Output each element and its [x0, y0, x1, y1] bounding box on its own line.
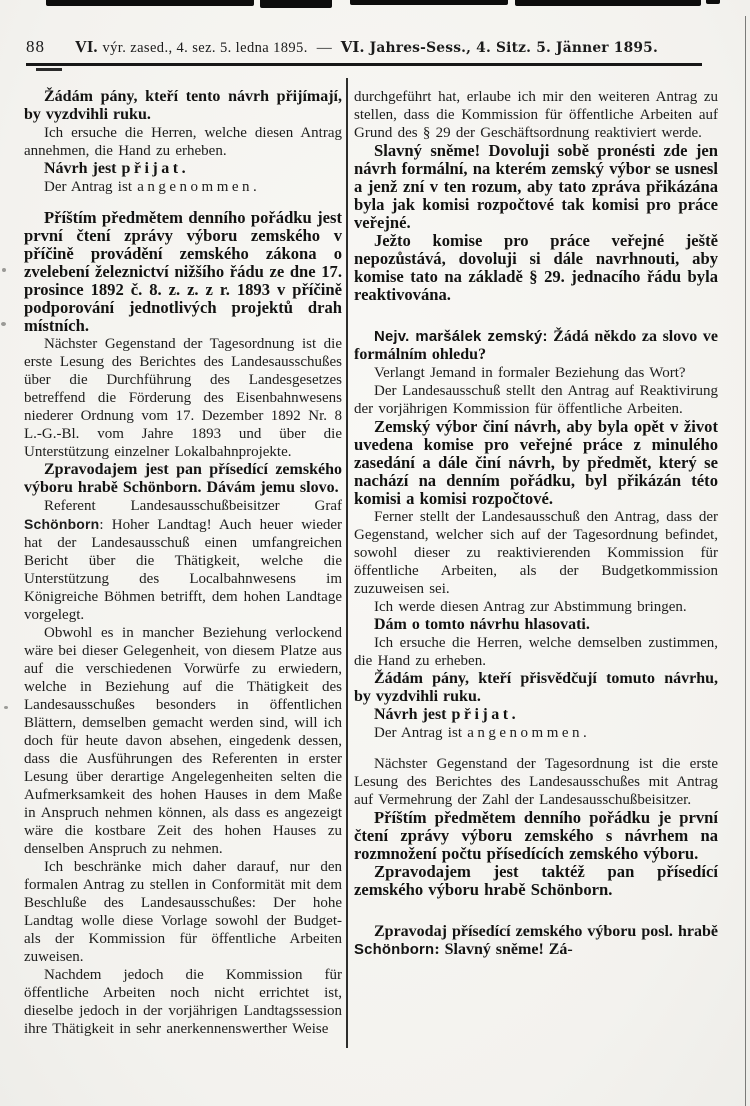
- emphasized-word: přijat: [451, 706, 512, 723]
- text-run: Verlangt Jemand in formaler Beziehung das Wort?: [374, 365, 686, 381]
- text-run: Ich ersuche die Herren, welche diesen Antrag annehmen, die Hand zu erheben.: [24, 125, 342, 159]
- text-run: Příštím předmětem denního pořádku je první čtení zprávy výboru zemského s návrhem na rozmnožení počtu přísedících zemského výboru.: [354, 808, 718, 863]
- text-run: Dám o tomto návrhu hlasovati.: [374, 616, 590, 633]
- person-name: Nejv. maršálek zemský:: [374, 329, 548, 345]
- text-run: Der Landesausschuß stellt den Antrag auf Reaktivirung der vorjährigen Kommission für öffentliche Arbeiten.: [354, 383, 718, 417]
- text-run: .: [253, 179, 257, 195]
- paragraph: [354, 88, 718, 142]
- paragraph: [354, 724, 718, 742]
- paragraph: [24, 124, 342, 160]
- text-run: Ferner stellt der Landesausschuß den Antrag, dass der Gegenstand, welcher sich auf der Tagesordnung befindet, sowohl dieser zu reaktivierenden Kommission für öffentliche Arbeiten, als der Budgetkommission zuzuweisen sei.: [354, 509, 718, 597]
- paragraph: [354, 232, 718, 304]
- text-run: : Hoher Landtag! Auch heuer wieder hat der Landesausschuß einen umfangreichen Bericht über die Thätigkeit, welche die Unterstützung des Localbahnwesens im Königreiche Böhmen betrifft, dem hohen Landtage vorgelegt.: [24, 517, 342, 623]
- text-run: Nachdem jedoch die Kommission für öffentliche Arbeiten noch nicht errichtet ist, dieselbe jedoch in der vorjährigen Landtagssession ihre Thätigkeit in sehr anerkennenswerther Weise: [24, 967, 342, 1037]
- paragraph: [24, 461, 342, 497]
- paragraph: [354, 328, 718, 364]
- column-left: [24, 88, 342, 1038]
- paragraph: [24, 858, 342, 966]
- text-run: Ježto komise pro práce veřejné ještě nepozůstává, dovoluji si dále navrhnouti, aby komise tato na základě § 29. jednacího řádu byla reaktivována.: [354, 231, 718, 304]
- scan-speck: [4, 706, 8, 709]
- text-run: Příštím předmětem denního pořádku jest první čtení zprávy výboru zemského v příčině provádění zemského zákona o zvelebení železnictví nižšího řádu ze dne 17. prosince 1892 č. 8. z. z. z r. 1893 v příčině podporování jednotlivých projektů drah místních.: [24, 208, 342, 335]
- text-run: Referent Landesausschußbeisitzer Graf: [44, 498, 342, 514]
- text-run: Obwohl es in mancher Beziehung verlockend wäre bei dieser Gelegenheit, von diesem Platze aus auf die verschiedenen Vorwürfe zu erwiedern, welche in Beziehung auf die Thätigkeit des Landesausschußes besonders in öffentlichen Blättern, demselben gemacht werden sind, will ich doch für heute davon absehen, eingedenk dessen, dass die Ausführungen des Referenten in erster Lesung über derartige Angelegenheiten selten die Aufmerksamkeit des hohen Hauses in dem Maße in Anspruch nehmen können, als dass es angezeigt wäre die kostbare Zeit des hohen Hauses zu denselben Anspruch zu nehmen.: [24, 625, 342, 857]
- text-run: Slavný sněme! Dovoluji sobě pronésti zde jen návrh formální, na kterém zemský výbor se usnesl a jenž zní v ten rozum, aby tato zpráva přikázána byla jak komisi rozpočtové tak komisi pro práce veřejné.: [354, 141, 718, 232]
- text-run: Zemský výbor činí návrh, aby byla opět v život uvedena komise pro veřejné práce z minulého zasedání a dále činí návrh, by předmět, který se nachází na denním pořádku, byl přikázán této komisi a komisi rozpočtové.: [354, 417, 718, 508]
- scan-speck: [2, 268, 6, 272]
- paragraph: [24, 497, 342, 624]
- header-volume-czech: VI.: [75, 37, 98, 56]
- text-run: Návrh jest: [374, 706, 452, 723]
- paragraph: [24, 624, 342, 858]
- paragraph: [24, 160, 342, 178]
- paragraph: [354, 364, 718, 382]
- paragraph: [24, 178, 342, 196]
- text-run: Ich werde diesen Antrag zur Abstimmung bringen.: [374, 599, 687, 615]
- paragraph: [24, 88, 342, 124]
- text-run: Žádám pány, kteří přisvědčují tomuto návrhu, by vyzdvihli ruku.: [354, 670, 718, 705]
- header-volume-german: VI.: [340, 38, 365, 56]
- header-session-german: Jahres-Sess., 4. Sitz. 5. Jänner 1895.: [369, 40, 658, 56]
- paragraph: [354, 670, 718, 706]
- text-run: Der Antrag ist: [44, 179, 138, 195]
- paragraph: [354, 142, 718, 232]
- text-run: Zpravodajem jest taktéž pan přísedící zemského výboru hrabě Schönborn.: [354, 862, 718, 899]
- text-run: Návrh jest: [44, 160, 122, 177]
- text-run: : Slavný sněme! Zá-: [434, 941, 573, 958]
- scan-artifact-top-band: [46, 0, 254, 6]
- paragraph: [354, 863, 718, 899]
- text-run: Ich beschränke mich daher darauf, nur den formalen Antrag zu stellen in Conformität mit dem Beschluße des Landesausschußes: Der hohe Landtag wolle diese Vorlage sowohl der Budget- als der Kommission für öffentliche Arbeiten zuweisen.: [24, 859, 342, 965]
- text-run: Der Antrag ist: [374, 725, 468, 741]
- paragraph: [24, 209, 342, 335]
- paragraph: [354, 706, 718, 724]
- header-session-czech: výr. zased., 4. sez. 5. ledna 1895.: [102, 40, 308, 56]
- scan-artifact-top-band: [515, 0, 701, 6]
- paragraph: [354, 382, 718, 418]
- text-run: Žádá někdo za slovo ve formálním ohledu?: [354, 328, 718, 363]
- page-header: [26, 37, 720, 57]
- paragraph: [354, 634, 718, 670]
- scan-artifact-top-band: [706, 0, 720, 4]
- person-name: Schönborn: [354, 942, 435, 958]
- header-rule-mark: [36, 68, 62, 71]
- paragraph: [354, 809, 718, 863]
- paragraph: [24, 335, 342, 461]
- text-run: Nächster Gegenstand der Tagesordnung ist die erste Lesung des Berichtes des Landesausschußes über die Durchführung des Landesgesetzes betreffend die Förderung des Eisenbahnwesens niederer Ordnung vom 17. Dezember 1892 Nr. 8 L.-G.-Bl. vom Jahre 1893 und über die Unterstützung einzelner Lokalbahnprojekte.: [24, 336, 342, 460]
- emphasized-word: přijat: [121, 160, 182, 177]
- header-rule: [26, 63, 702, 66]
- column-divider: [346, 78, 348, 1048]
- person-name: Schönborn: [24, 516, 100, 532]
- text-run: .: [583, 725, 587, 741]
- paragraph: [354, 418, 718, 508]
- emphasized-word: angenommen: [137, 179, 254, 195]
- scan-speck: [1, 322, 6, 326]
- text-run: Nächster Gegenstand der Tagesordnung ist die erste Lesung des Berichtes des Landesausschußes mit Antrag auf Vermehrung der Zahl der Landesausschußbeisitzer.: [354, 756, 718, 808]
- paragraph: [354, 508, 718, 598]
- scan-artifact-top-band: [350, 0, 508, 5]
- text-run: .: [511, 706, 516, 723]
- text-run: Zpravodaj přísedící zemského výboru posl. hrabě: [374, 923, 718, 940]
- text-run: durchgeführt hat, erlaube ich mir den weiteren Antrag zu stellen, dass die Kommission für öffentliche Arbeiten auf Grund des § 29 der Geschäftsordnung reaktiviert werde.: [354, 89, 718, 141]
- scan-artifact-top-band: [260, 0, 332, 8]
- paragraph: [354, 598, 718, 616]
- text-run: Žádám pány, kteří tento návrh přijímají, by vyzdvihli ruku.: [24, 88, 342, 123]
- paragraph: [24, 966, 342, 1038]
- column-right: [354, 88, 718, 959]
- paragraph: [354, 755, 718, 809]
- emphasized-word: angenommen: [467, 725, 584, 741]
- paragraph: [354, 923, 718, 959]
- paragraph: [354, 616, 718, 634]
- header-dash: —: [316, 40, 332, 56]
- text-run: .: [181, 160, 186, 177]
- scan-artifact-right-edge: [745, 16, 746, 1106]
- text-run: Zpravodajem jest pan přísedící zemského výboru hrabě Schönborn. Dávám jemu slovo.: [24, 461, 342, 496]
- page-number: 88: [26, 37, 45, 56]
- text-run: Ich ersuche die Herren, welche demselben zustimmen, die Hand zu erheben.: [354, 635, 718, 669]
